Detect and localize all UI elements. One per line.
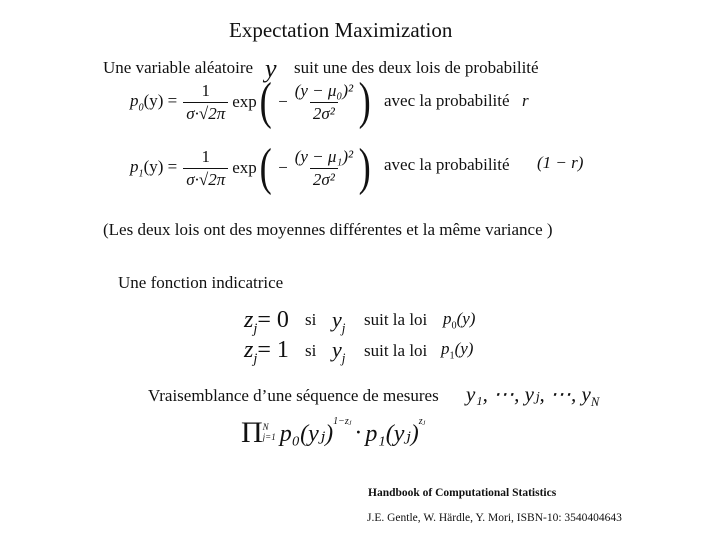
eq-p1-coef: $\frac{1}{\sigma\cdot√2\pi}$ (183, 147, 228, 190)
variance-note: (Les deux lois ont des moyennes différentes et la même variance ) (103, 220, 553, 239)
eq-p0-probability: r (522, 91, 529, 110)
reference-book: Handbook of Computational Statistics (368, 487, 557, 499)
indicator-row-0-si: si (305, 310, 317, 329)
eq-p1-caption: avec la probabilité (384, 155, 510, 174)
indicator-row-1-z: $z_j= 1$ (244, 337, 289, 367)
equation-p1: $p_1(y)$ = $\frac{1}{\sigma\cdot√2\pi}$ exp ( − $\frac{\text{(y − μ₁)²}}{\text{2σ²}}$ ) (130, 139, 371, 196)
indicator-title: Une fonction indicatrice (118, 273, 284, 292)
eq-p0-lhs: $p_0(y)$ = (130, 90, 178, 114)
product-symbol: Π (241, 416, 263, 449)
eq-p1-lhs: $p_1(y)$ = (130, 156, 178, 180)
indicator-row-1-si: si (305, 341, 317, 360)
indicator-row-1-y: $y_j$ (332, 337, 346, 366)
eq-p1-probability: (1 − r) (537, 153, 584, 172)
indicator-row-1-suit: suit la loi (364, 341, 428, 360)
indicator-row-1-p: $p_1(y)$ (441, 339, 474, 362)
product-limits: N j=1 (262, 422, 276, 442)
eq-p0-inner: $\frac{\text{(y − μ₀)²}}{\text{2σ²}}$ (294, 80, 354, 123)
eq-p0-minus: − (278, 92, 288, 111)
likelihood-term-1: p₁(yⱼ) (365, 420, 419, 447)
page-title: Expectation Maximization (229, 18, 453, 42)
intro-text-left: Une variable aléatoire (103, 58, 254, 77)
likelihood-exponent-1: zⱼ (418, 416, 426, 427)
measurement-sequence: y₁, ⋯, yⱼ, ⋯, $y_N$ (466, 382, 600, 410)
likelihood-text: Vraisemblance d’une séquence de mesures (148, 386, 439, 405)
likelihood-product (241, 416, 425, 450)
likelihood-dot: · (354, 419, 363, 446)
random-variable-y: y (265, 54, 277, 83)
equation-p0: $p_0(y)$ = $\frac{1}{\sigma\cdot√2\pi}$ exp ( − $\frac{\text{(y − μ₀)²}}{\text{2σ²}}$ ) (130, 73, 371, 130)
eq-p1-exp: exp (232, 158, 257, 177)
eq-p0-caption: avec la probabilité (384, 91, 510, 110)
eq-p1-minus: − (278, 158, 288, 177)
likelihood-term-0: p₀(yⱼ) (279, 420, 334, 447)
intro-text-right: suit une des deux lois de probabilité (294, 58, 539, 77)
likelihood-exponent-0: 1−zⱼ (333, 416, 352, 427)
eq-p1-inner: $\frac{\text{(y − μ₁)²}}{\text{2σ²}}$ (294, 146, 354, 189)
indicator-row-0-z: $z_j= 0$ (244, 307, 289, 337)
reference-authors: J.E. Gentle, W. Härdle, Y. Mori, ISBN-10: 3540404643 (367, 512, 622, 524)
indicator-row-0-p: $p_0(y)$ (443, 309, 476, 332)
eq-p0-coef: $\frac{1}{\sigma\cdot√2\pi}$ (183, 81, 228, 124)
eq-p0-exp: exp (232, 92, 257, 111)
indicator-row-0-y: $y_j$ (332, 307, 346, 336)
indicator-row-0-suit: suit la loi (364, 310, 428, 329)
